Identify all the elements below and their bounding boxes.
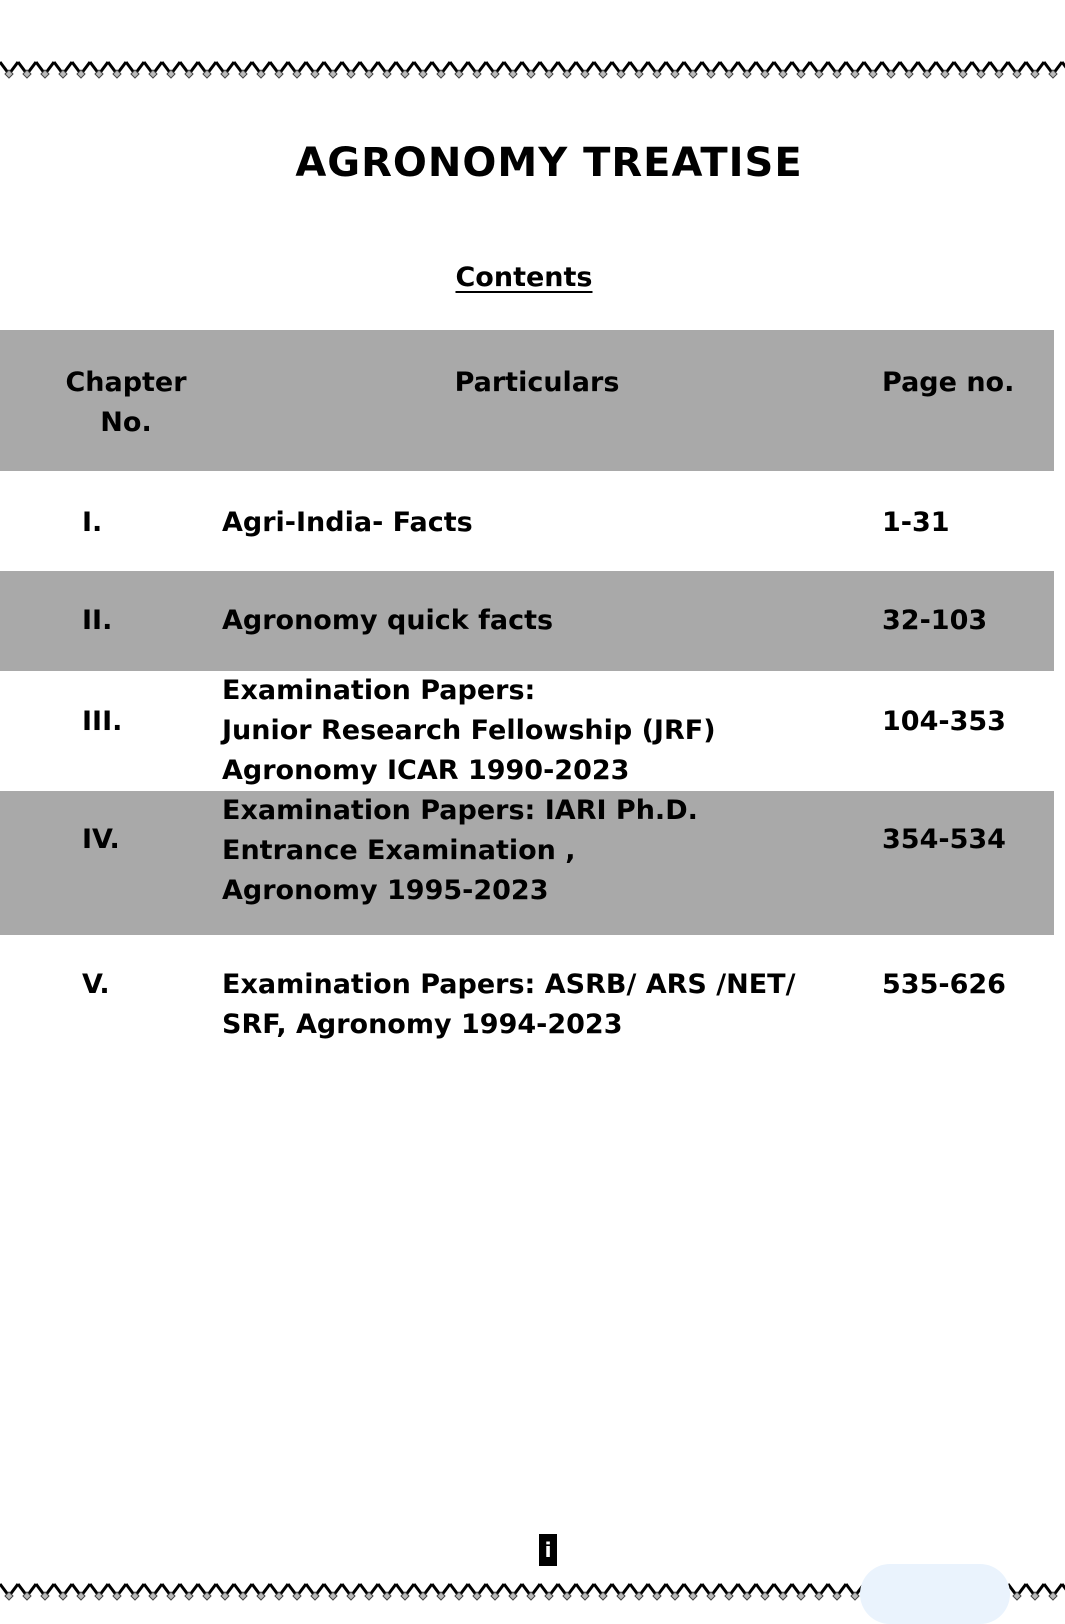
table-row [0, 671, 1054, 791]
chapter-number: IV. [82, 824, 120, 855]
top-decorative-border [0, 58, 1065, 84]
page-range: 104-353 [882, 706, 1006, 737]
page-range: 354-534 [882, 824, 1006, 855]
chapter-number: II. [82, 605, 113, 636]
chapter-particulars [222, 965, 852, 1045]
particulars-line: Examination Papers: IARI Ph.D. [222, 795, 698, 826]
particulars-line: Examination Papers: [222, 675, 536, 706]
header-chapter-no: Chapter No. [65, 367, 187, 438]
particulars-line: Examination Papers: ASRB/ ARS /NET/ [222, 969, 796, 1000]
table-header-row [0, 330, 1054, 471]
chapter-number: V. [82, 969, 110, 1000]
chapter-particulars [222, 671, 852, 791]
book-title: AGRONOMY TREATISE [295, 140, 803, 186]
page-range: 535-626 [882, 969, 1006, 1000]
chapter-particulars [222, 503, 852, 543]
particulars-line: Junior Research Fellowship (JRF) [222, 715, 716, 746]
table-row [0, 571, 1054, 671]
particulars-line: Entrance Examination , [222, 835, 576, 866]
page-range: 32-103 [882, 605, 988, 636]
table-row [0, 935, 1054, 1055]
header-page-no: Page no. [882, 367, 1015, 398]
chapter-number: I. [82, 507, 103, 538]
floating-scroll-button[interactable] [860, 1564, 1010, 1624]
particulars-line: Agri-India- Facts [222, 507, 473, 538]
table-row [0, 471, 1054, 571]
particulars-line: Agronomy ICAR 1990-2023 [222, 755, 630, 786]
contents-heading: Contents [455, 262, 593, 293]
chapter-number: III. [82, 706, 123, 737]
particulars-line: Agronomy quick facts [222, 605, 554, 636]
page-number-marker: i [539, 1534, 557, 1566]
header-particulars: Particulars [454, 367, 620, 398]
page-range: 1-31 [882, 507, 950, 538]
chapter-particulars [222, 601, 852, 641]
chapter-particulars [222, 791, 852, 911]
particulars-line: Agronomy 1995-2023 [222, 875, 549, 906]
contents-table [0, 330, 1054, 1055]
particulars-line: SRF, Agronomy 1994-2023 [222, 1009, 623, 1040]
table-row [0, 791, 1054, 935]
